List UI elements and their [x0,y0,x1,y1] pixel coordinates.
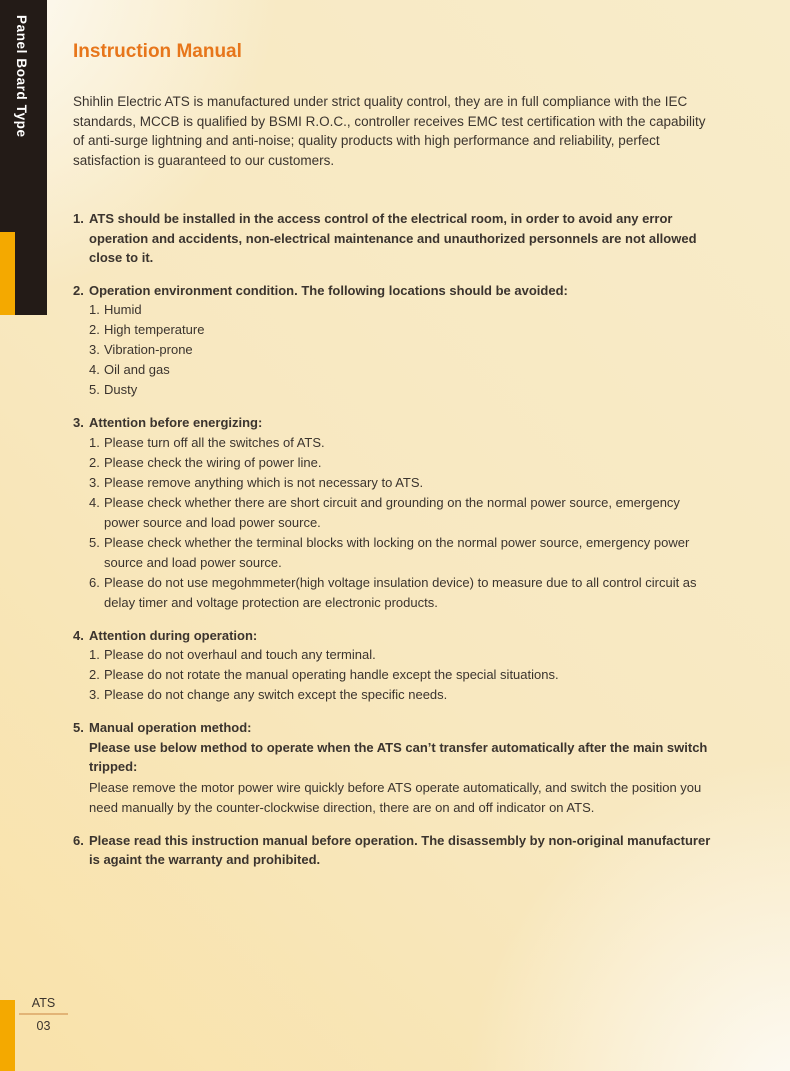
list-item-text: Vibration-prone [104,342,193,357]
list-item-number: 5. [89,534,100,550]
page-title: Instruction Manual [73,41,242,62]
section-number: 5. [73,720,84,735]
instruction-list [73,209,713,870]
list-item-number: 1. [89,302,100,317]
list-item-text: Please do not rotate the manual operating handle except the special situations. [104,667,559,682]
list-item-number: 3. [89,474,100,490]
list-item-text: Humid [104,302,142,317]
list-item-number: 6. [89,574,100,590]
section-heading: Attention before energizing: [89,415,263,430]
list-item [89,685,713,705]
list-item [89,573,713,613]
sidebar-vertical-label: Panel Board Type [14,15,29,138]
section-body [89,626,713,706]
section-body [89,831,713,870]
list-item-text: Please check the wiring of power line. [104,454,322,470]
section-number: 2. [73,282,84,298]
section-heading: Manual operation method: [89,720,252,735]
list-item [89,473,713,493]
list-item-number: 3. [89,687,100,702]
section-body [89,281,713,401]
intro-paragraph: Shihlin Electric ATS is manufactured under strict quality control, they are in full compliance with the IEC standards, MCCB is qualified by BSMI R.O.C., controller receives EMC test certification with the capability of anti-surge lightning and anti-noise; quality products with high performance and reliability, perfect satisfaction is guaranteed to our customers. [73,94,706,168]
list-item [89,645,713,665]
list-item-text: Please do not overhaul and touch any terminal. [104,647,376,662]
list-item-number: 3. [89,342,100,357]
section-body [89,718,713,818]
list-item-number: 5. [89,382,100,397]
content-column [73,0,713,883]
list-item-text: Please do not use megohmmeter(high voltage insulation device) to measure due to all control circuit as delay timer and voltage protection are electronic products. [104,574,697,610]
footer-page-number: 03 [36,1019,51,1033]
section-body [89,413,713,613]
section-paragraph: Please remove the motor power wire quickly before ATS operate automatically, and switch the position you need manually by the counter-clockwise direction, there are on and off indicator on ATS. [89,779,702,815]
list-item [89,533,713,573]
list-item [89,300,713,320]
instruction-section [73,831,713,870]
section-subheading: Please use below method to operate when the ATS can’t transfer automatically after the main switch tripped: [89,739,708,774]
list-item-text: Please turn off all the switches of ATS. [104,434,325,450]
section-number: 1. [73,211,84,226]
list-item-number: 1. [89,647,100,662]
list-item [89,360,713,380]
section-heading: Attention during operation: [89,627,258,643]
instruction-section [73,413,713,613]
list-item-number: 1. [89,434,100,450]
list-item-text: Please remove anything which is not necessary to ATS. [104,474,424,490]
list-item-number: 2. [89,322,100,337]
section-heading: ATS should be installed in the access control of the electrical room, in order to avoid any error operation and accidents, non-electrical maintenance and unauthorized personnels are not allowed close to it. [89,211,697,265]
footer-divider [19,1013,68,1015]
list-item-text: Please do not change any switch except the specific needs. [104,687,448,702]
list-item-number: 4. [89,362,100,377]
sidebar-accent-block [0,232,15,315]
section-number: 4. [73,627,84,643]
section-heading: Please read this instruction manual before operation. The disassembly by non-original manufacturer is againt the warranty and prohibited. [89,832,711,867]
list-item [89,453,713,473]
instruction-section [73,209,713,268]
list-item-number: 2. [89,454,100,470]
list-item [89,340,713,360]
instruction-section [73,718,713,818]
instruction-section [73,626,713,706]
footer-doc-label: ATS [31,996,56,1010]
list-item-text: Please check whether the terminal blocks with locking on the normal power source, emergency power source and load power source. [104,534,690,570]
section-body [89,209,713,268]
list-item [89,380,713,400]
list-item [89,320,713,340]
list-item-text: Please check whether there are short circuit and grounding on the normal power source, emergency power source and load power source. [104,494,680,530]
list-item [89,433,713,453]
list-item-text: Dusty [104,382,138,397]
list-item [89,493,713,533]
list-item-number: 2. [89,667,100,682]
list-item-text: Oil and gas [104,362,170,377]
instruction-section [73,281,713,401]
footer-accent-block [0,1000,15,1071]
list-item-number: 4. [89,494,100,510]
section-number: 3. [73,415,84,430]
section-heading: Operation environment condition. The following locations should be avoided: [89,282,568,298]
page-number-block [19,996,68,1033]
list-item-text: High temperature [104,322,205,337]
section-number: 6. [73,832,84,848]
list-item [89,665,713,685]
sidebar-tab [0,0,47,315]
